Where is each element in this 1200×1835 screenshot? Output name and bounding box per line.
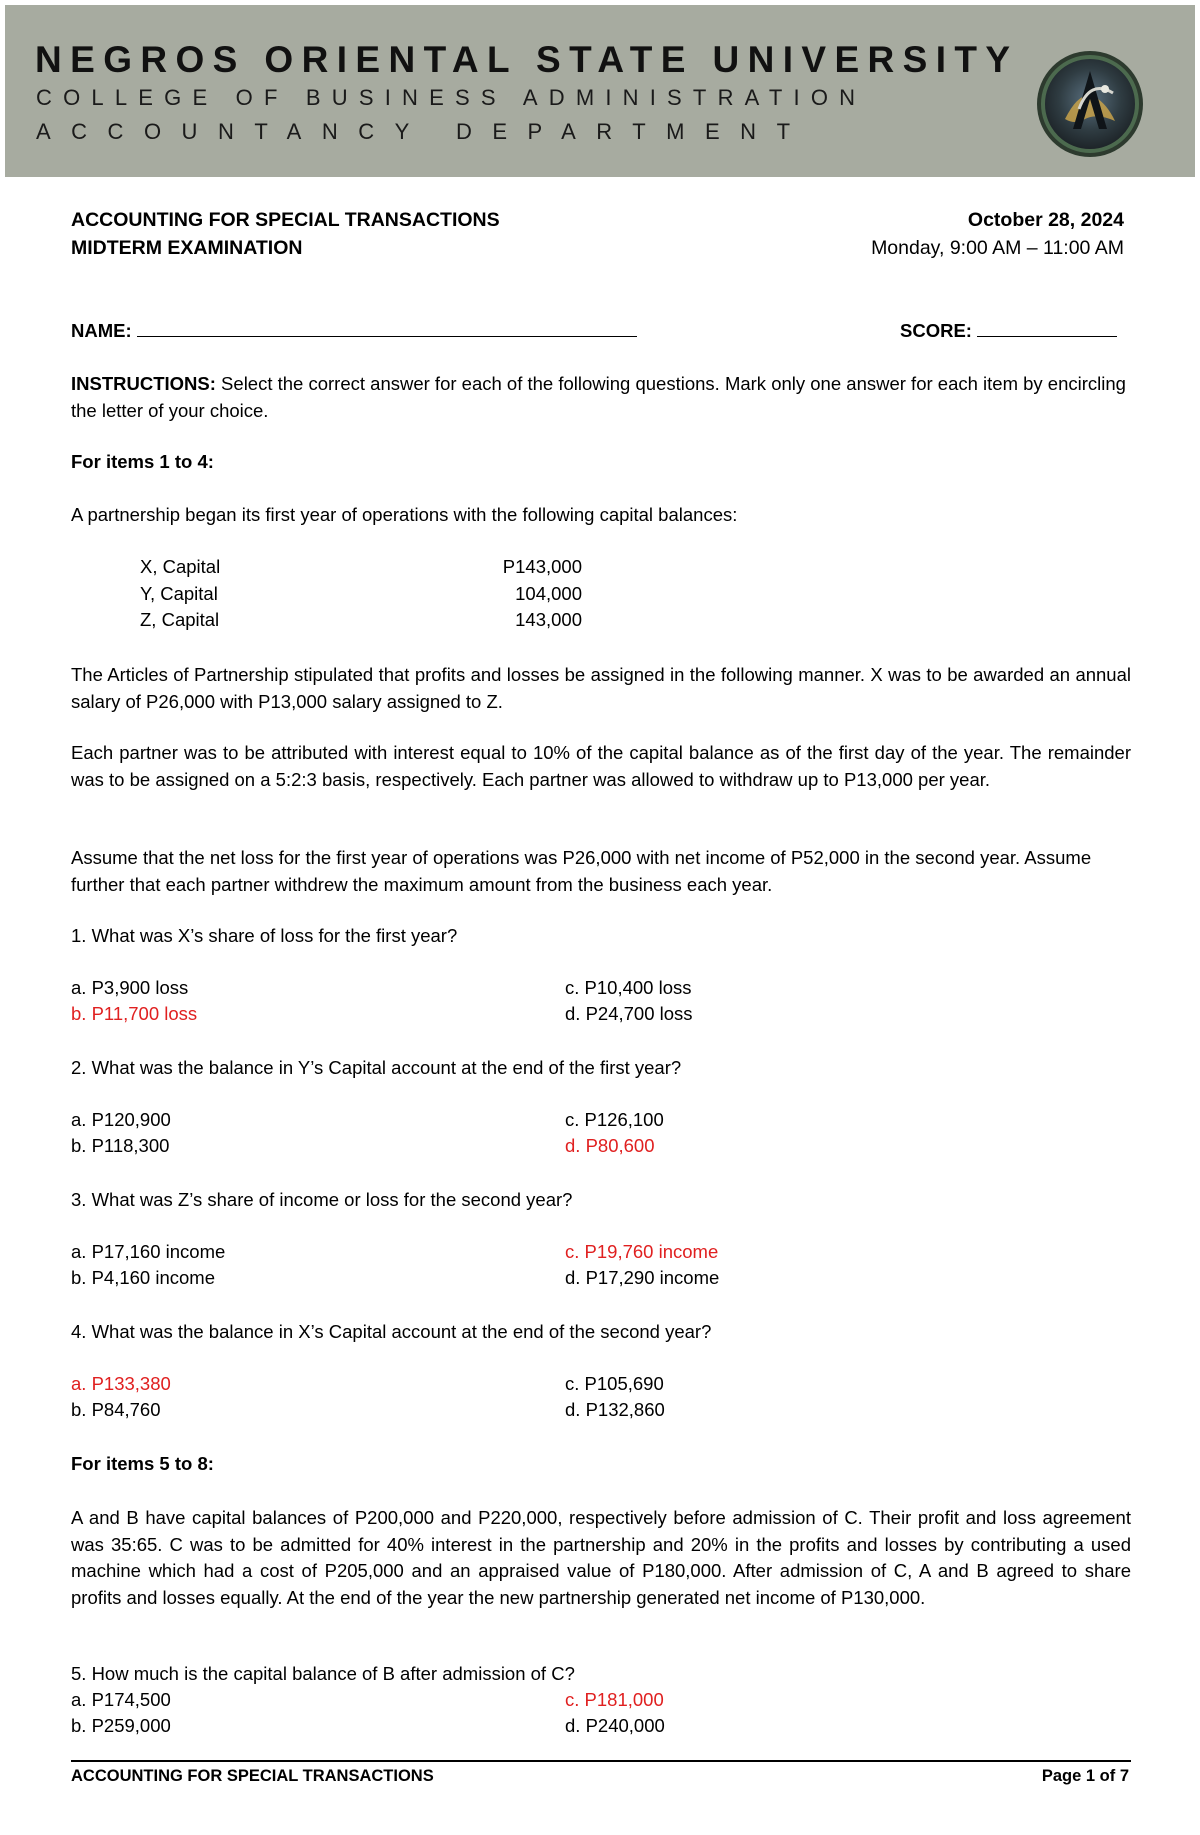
footer-course: ACCOUNTING FOR SPECIAL TRANSACTIONS (71, 1767, 434, 1785)
name-label: NAME: (71, 318, 637, 342)
capital-amount: 104,000 (515, 583, 582, 604)
choice-c[interactable]: c. P10,400 loss (565, 977, 692, 998)
choice-d[interactable]: d. P24,700 loss (565, 1003, 693, 1024)
choice-a[interactable]: a. P174,500 (71, 1689, 171, 1710)
choice-c-correct[interactable]: c. P19,760 income (565, 1241, 719, 1262)
choice-c[interactable]: c. P105,690 (565, 1373, 664, 1394)
question-stem: 4. What was the balance in X’s Capital account at the end of the second year? (71, 1321, 712, 1342)
capital-amount: P143,000 (502, 556, 582, 577)
course-title: ACCOUNTING FOR SPECIAL TRANSACTIONS (71, 209, 500, 231)
question-stem: 3. What was Z’s share of income or loss for the second year? (71, 1189, 573, 1210)
department-name: ACCOUNTANCY DEPARTMENT (36, 119, 811, 144)
capital-name: Z, Capital (140, 609, 220, 630)
question-stem: 1. What was X’s share of loss for the first year? (71, 925, 458, 946)
choice-a[interactable]: a. P17,160 income (71, 1241, 226, 1262)
exam-date: October 28, 2024 (967, 209, 1124, 231)
paragraph: A and B have capital balances of P200,000 and P220,000, respectively before admission of C. Their profit and loss agreement was 35:65. C was to be admitted for 40% interest in the partnership and 20% in the profits and losses by contributing a used machine which had a cost of P205,000 and an appraised value of P180,000. After admission of C, A and B agreed to share profits and losses equally. At the end of the year the new partnership generated net income of P130,000. (71, 1507, 1131, 1608)
choice-a-correct[interactable]: a. P133,380 (71, 1373, 171, 1394)
choice-d[interactable]: d. P240,000 (565, 1715, 665, 1736)
choice-c-correct[interactable]: c. P181,000 (565, 1689, 664, 1710)
question-stem: 5. How much is the capital balance of B after admission of C? (71, 1663, 575, 1684)
capital-name: Y, Capital (140, 583, 218, 604)
choice-c[interactable]: c. P126,100 (565, 1109, 664, 1130)
exam-type: MIDTERM EXAMINATION (71, 237, 303, 259)
question-stem: 2. What was the balance in Y’s Capital account at the end of the first year? (71, 1057, 682, 1078)
group2-heading: For items 5 to 8: (71, 1453, 214, 1474)
choice-b[interactable]: b. P259,000 (71, 1715, 171, 1736)
choice-d[interactable]: d. P132,860 (565, 1399, 665, 1420)
choice-a[interactable]: a. P3,900 loss (71, 977, 189, 998)
choice-d[interactable]: d. P17,290 income (565, 1267, 720, 1288)
paragraph: Assume that the net loss for the first year of operations was P26,000 with net income of P52,000 in the second year. Assume further that each partner withdrew the maximum amount from the business each year. (71, 847, 1092, 895)
page-number: Page 1 of 7 (1041, 1767, 1129, 1785)
university-name: NEGROS ORIENTAL STATE UNIVERSITY (35, 39, 1019, 80)
exam-time: Monday, 9:00 AM – 11:00 AM (871, 237, 1124, 259)
score-input[interactable] (977, 318, 1117, 337)
group1-heading: For items 1 to 4: (71, 451, 214, 472)
footer-divider (71, 1760, 1131, 1762)
choice-b[interactable]: b. P4,160 income (71, 1267, 215, 1288)
paragraph: The Articles of Partnership stipulated that profits and losses be assigned in the following manner. X was to be awarded an annual salary of P26,000 with P13,000 salary assigned to Z. (71, 664, 1131, 712)
instructions: INSTRUCTIONS: Select the correct answer for each of the following questions. Mark only one answer for each item by encircling the letter of your choice. (71, 373, 1126, 421)
paragraph: Each partner was to be attributed with interest equal to 10% of the capital balance as of the first day of the year. The remainder was to be assigned on a 5:2:3 basis, respectively. Each partner was allowed to withdraw up to P13,000 per year. (71, 742, 1131, 790)
capital-amount: 143,000 (515, 609, 582, 630)
department-logo-icon (1035, 49, 1145, 159)
choice-b[interactable]: b. P84,760 (71, 1399, 161, 1420)
choice-d-correct[interactable]: d. P80,600 (565, 1135, 655, 1156)
name-input[interactable] (137, 318, 637, 337)
choice-b[interactable]: b. P118,300 (71, 1135, 170, 1156)
choice-b-correct[interactable]: b. P11,700 loss (71, 1003, 198, 1024)
group1-intro: A partnership began its first year of operations with the following capital balances: (71, 504, 738, 525)
college-name: COLLEGE OF BUSINESS ADMINISTRATION (36, 85, 867, 110)
header-banner (5, 5, 1195, 177)
score-label: SCORE: (900, 318, 1117, 342)
capital-name: X, Capital (140, 556, 221, 577)
choice-a[interactable]: a. P120,900 (71, 1109, 171, 1130)
